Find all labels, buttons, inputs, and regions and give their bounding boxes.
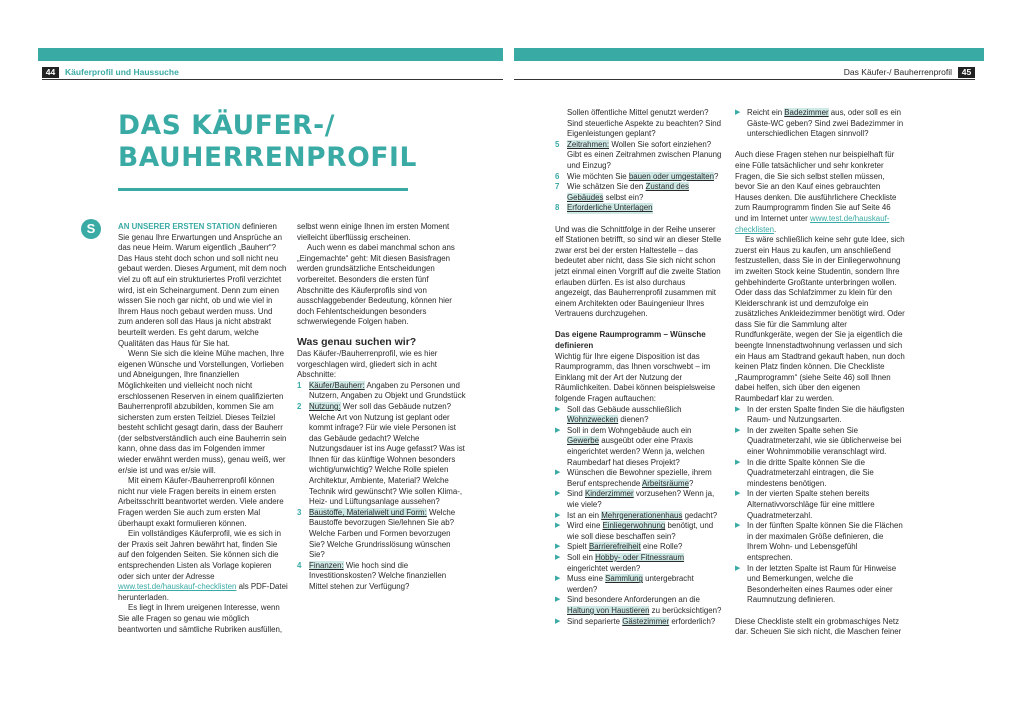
checklist-link[interactable]: www.test.de/hauskauf-checklisten [735,213,890,234]
bullet-item: ▶ Wünschen die Bewohner spezielle, ihrem Beruf entsprechende Arbeitsräume? [555,468,712,488]
col2-paragraph-2: Auch wenn es dabei manchmal schon ans „Eingemachte“ geht: Mit diesen Basisfragen werden grundsätzliche Entscheidungen vorbereitet. Besonders die ersten fünf Abschnitte des Käuferprofils sind von ausschlaggebender Bedeutung, können hier doch Fehlentscheidungen besonders schwerwiegende Folgen haben. [297,243,455,327]
bullet-item: ▶ In die dritte Spalte können Sie die Quadratmeterzahl eintragen, die Sie mindestens benötigen. [735,457,874,488]
bullet-item: ▶ In der letzten Spalte ist Raum für Hinweise und Bemerkungen, welche die Besonderheiten eines Raumes oder einer Raumnutzung definieren. [735,563,897,605]
right-header-rule [514,79,975,80]
right-header-bar [514,48,984,61]
bullet-item: ▶ Muss eine Sammlung untergebracht werden? [555,574,694,594]
page-title [118,110,418,174]
col4-paragraph-3: Diese Checkliste stellt ein grobmaschiges Netz dar. Scheuen Sie sich nicht, die Maschen feiner [735,616,902,637]
bullet-item: ▶ Ist an ein Mehrgenerationenhaus gedacht? [555,510,718,520]
bullet-item: ▶ Soll in dem Wohngebäude auch ein Gewerbe ausgeübt oder eine Praxis eingerichtet werden? Wenn ja, welchen Raumbedarf hat dieses Projekt? [555,425,705,467]
right-page-number: 45 [958,67,975,78]
list-item: 4 Finanzen: Wie hoch sind die Investitionskosten? Welche finanziellen Mittel stehen zur Verfügung? [297,560,447,591]
bullet-item: ▶ Reicht ein Badezimmer aus, oder soll es ein Gäste-WC geben? Sind zwei Badezimmer in unterschiedlichen Etagen sinnvoll? [735,108,904,139]
bullet-item: ▶ In der fünften Spalte können Sie die Flächen in der maximalen Größe definieren, die Ihrem Wohn- und Lebensgefühl entsprechen. [735,521,903,562]
col4-paragraph-2: Es wäre schließlich keine sehr gute Idee, sich zuerst ein Haus zu kaufen, um anschließend festzustellen, dass Sie in der Einliegerwohnung im zweiten Stock keine Studentin, sondern Ihre gehbehinderte Großtante unterbringen wollen. Oder dass das Schlafzimmer zu klein für den Kleiderschrank ist und demzufolge ein zusätzliches Ankleidezimmer benötigt wird. Oder dass Sie für die Sammlung alter Rundfunkgeräte, wegen der Sie ja eigentlich die beengte Innenstadtwohnung verlassen und sich ein Haus am Stadtrand gekauft haben, nun doch keinen Platz finden können. Die Checkliste „Raumprogramm“ (siehe Seite 46) soll Ihnen dabei helfen, sich über den eigenen Raumbedarf klar zu werden. [735,235,905,404]
list-continuation: Sollen öffentliche Mittel genutzt werden? Sind steuerliche Aspekte zu beachten? Sind Eigenleistungen geplant? [567,108,721,139]
bullet-item: ▶ In der vierten Spalte stehen bereits Alternativvorschläge für eine mittlere Quadratmeterzahl. [735,489,875,520]
bullet-item: ▶ In der ersten Spalte finden Sie die häufigsten Raum- und Nutzungsarten. [735,404,905,425]
bullet-item: ▶ Soll ein Hobby- oder Fitnessraum eingerichtet werden? [555,552,685,573]
col2-intro: Das Käufer-/Bauherrenprofil, wie es hier vorgeschlagen wird, gliedert sich in acht Abschnitte: [297,348,438,380]
column-2 [297,222,467,593]
list-item: 2 Nutzung: Wer soll das Gebäude nutzen? Welche Art von Nutzung ist geplant oder kommt infrage? Für wie viele Personen ist das Gebäude gedacht? Welche Nutzungsdauer ist ins Auge gefasst? Was ist Ihnen für das künftige Wohnen besonders wichtig/unwichtig? Welche Rolle spielen Architektur, Ambiente, Material? Welche Technik wird gewünscht? Wie sollen Klima-, Heiz- und Lüftungsanlage aussehen? [297,401,465,507]
title-line-1: DAS KÄUFER-/ [118,110,336,141]
station-badge-icon: S [81,219,101,239]
bullet-item: ▶ Spielt Barrierefreiheit eine Rolle? [555,542,683,552]
subsection-heading: Das eigene Raumprogramm – Wünsche definieren [555,330,706,351]
bullet-item: ▶ Wird eine Einliegerwohnung benötigt, und wie soll diese beschaffen sein? [555,521,714,541]
list-item: 7 Wie schätzen Sie den Zustand des Gebäudes selbst ein? [555,182,689,202]
col4-paragraph-1: Auch diese Fragen stehen nur beispielhaft für eine Fülle tatsächlicher und sehr konkreter Fragen, die Sie sich selbst stellen müssen, bevor Sie an den Kauf eines gebrauchten Hauses denken. Die ausführlichere Checkliste zum Raumprogramm finden Sie auf Seite 46 und im Internet unter www.test.de/hauskauf-checklisten. [735,150,897,234]
bullet-item: ▶ In der zweiten Spalte sehen Sie Quadratmeterzahl, wie sie üblicherweise bei einer Wohnimmobilie veranschlagt wird. [735,425,902,456]
lead-in: AN UNSERER ERSTEN STATION [118,222,241,231]
list-item: 8 Erforderliche Unterlagen [555,203,653,213]
list-item: 3 Baustoffe, Materialwelt und Form: Welche Baustoffe bevorzugen Sie/lehnen Sie ab? Welche Farben und Formen bevorzugen Sie? Welche Grundrisslösung wünschen Sie? [297,507,456,560]
title-rule [118,188,408,191]
left-running-head: Käuferprofil und Haussuche [65,67,179,77]
col3-paragraph-2: Und was die Schnittfolge in der Reihe unserer elf Stationen betrifft, so sind wir an dieser Stelle zwar erst bei der ersten Haltestelle – das bedeutet aber nicht, dass Sie sich nicht schon jetzt einmal einen Vorgriff auf die zweite Station erlauben dürfen. Es ist also durchaus angezeigt, das Bauherrenprofil zusammen mit einem Architekten oder Bauingenieur Ihres Vertrauens durchzugehen. [555,224,722,319]
left-header-bar [38,48,503,61]
col2-paragraph-1: selbst wenn einige Ihnen im ersten Moment vielleicht überflüssig erscheinen. [297,222,450,242]
column-3 [555,108,723,627]
left-page-number: 44 [42,67,59,78]
col1-paragraph-5: Es liegt in Ihrem ureigenen Interesse, wenn Sie alle Fragen so genau wie möglich beantworten und sämtliche Rubriken ausfüllen, [118,603,283,634]
list-item: 1 Käufer/Bauherr: Angaben zu Personen und Nutzern, Angaben zu Objekt und Grundstück [297,380,466,401]
title-line-2: BAUHERRENPROFIL [118,142,417,173]
col1-paragraph-1: AN UNSERER ERSTEN STATION definieren Sie genau Ihre Erwartungen und Ansprüche an das neue Heim. Warum eigentlich „Bauherr“? Das Haus steht doch schon und soll nicht neu gebaut werden. Dieses Argument, mit dem noch viel zu oft auf ein strukturiertes Profil verzichtet wird, ist ein Scheinargument. Denn zum einen wissen Sie noch gar nicht, ob und wie viel in Ihrem Haus noch gebaut werden muss. Und zum anderen soll das Haus ja nicht abstrakt beurteilt werden. Es geht darum, welche Qualitäten das Haus für Sie hat. [118,222,287,348]
right-running-head: Das Käufer-/ Bauherrenprofil [843,67,952,77]
bullet-item: ▶ Soll das Gebäude ausschließlich Wohnzwecken dienen? [555,404,682,425]
bullet-item: ▶ Sind besondere Anforderungen an die Haltung von Haustieren zu berücksichtigen? [555,595,722,615]
checklist-link[interactable]: www.test.de/hauskauf-checklisten [118,582,237,592]
col3-paragraph-3: Wichtig für Ihre eigene Disposition ist das Raumprogramm, das Ihnen vorschwebt – im Einklang mit der Art der Nutzung der Räumlichkeiten. Dabei können beispielsweise folgende Fragen auftauchen: [555,351,716,404]
col1-paragraph-4: Ein vollständiges Käuferprofil, wie es sich in der Praxis seit Jahren bewährt hat, finden Sie auf den folgenden Seiten. Sie können sich die entsprechenden Listen als Vorlage kopieren oder sich unter der Adresse www.test.de/hauskauf-checklisten als PDF-Datei herunterladen. [118,529,288,602]
column-4 [735,108,905,638]
col1-paragraph-3: Mit einem Käufer-/Bauherrenprofil können nicht nur viele Fragen bereits in einem ersten Arbeitsschritt beantwortet werden. Viele andere Fragen werden Sie auch zum ersten Mal überhaupt exakt formulieren können. [118,476,284,528]
col1-paragraph-2: Wenn Sie sich die kleine Mühe machen, Ihre eigenen Wünsche und Vorstellungen, Vorlieben und Abneigungen, Ihre finanziellen Möglichkeiten und vielleicht noch nicht erschlossenen Reserven in einem qualifizierten Bauherrenprofil abzubilden, kommen Sie am sichersten zum ersten Teilziel. Dieses Teilziel besteht schlicht gesagt darin, dass der Bauherr (der selbstverständlich auch eine Bauherrin sein kann, ohne dass das im Folgenden immer wieder erwähnt werden muss), genau weiß, wer er/sie ist und was er/sie will. [118,349,287,475]
bullet-item: ▶ Sind Kinderzimmer vorzusehen? Wenn ja, wie viele? [555,489,715,509]
list-item: 6 Wie möchten Sie bauen oder umgestalten? [555,171,719,181]
bullet-item: ▶ Sind separierte Gästezimmer erforderlich? [555,616,716,626]
left-header-rule [42,79,503,80]
column-1 [118,222,288,635]
section-heading: Was genau suchen wir? [297,335,417,348]
list-item: 5 Zeitrahmen: Wollen Sie sofort einziehen? Gibt es einen Zeitrahmen zwischen Planung und Einzug? [555,139,722,170]
